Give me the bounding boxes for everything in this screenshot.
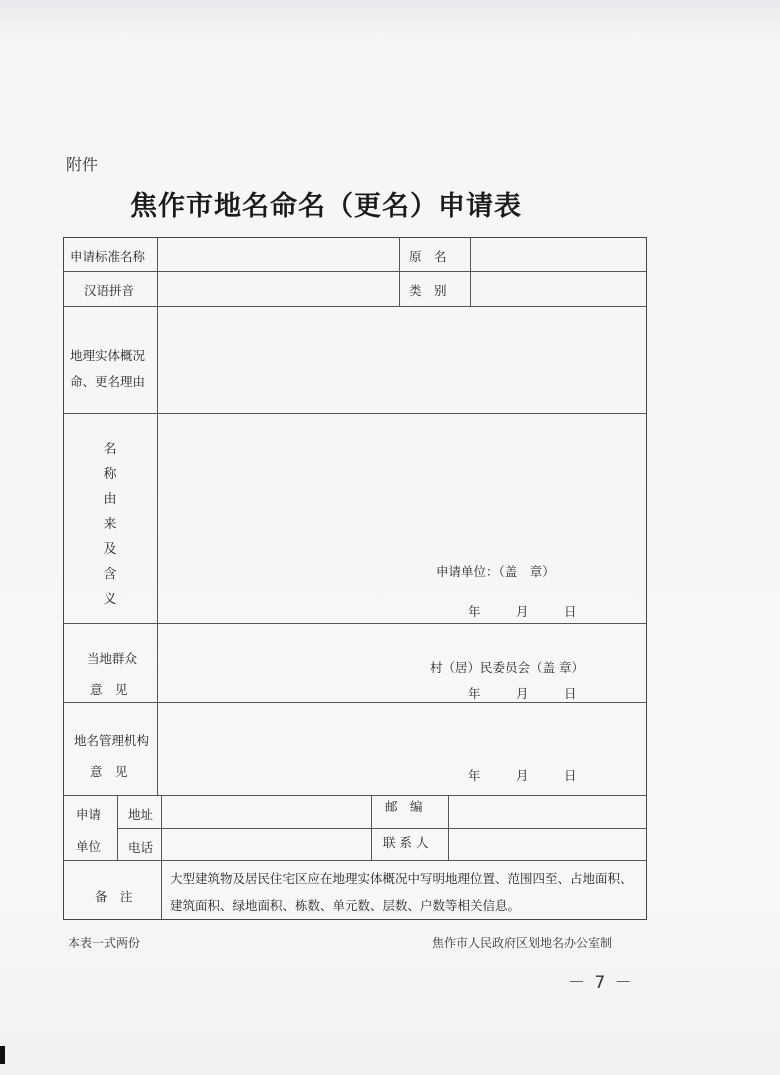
name-origin-char: 由	[103, 492, 117, 507]
date-year: 年	[468, 768, 481, 783]
contact-field[interactable]	[450, 830, 645, 859]
grid-line	[63, 306, 647, 307]
pinyin-label: 汉语拼音	[84, 283, 135, 298]
public-opinion-label: 当地群众	[87, 651, 138, 666]
grid-line	[399, 237, 400, 306]
grid-line	[371, 828, 647, 829]
grid-line	[117, 828, 371, 829]
grid-line	[63, 413, 647, 414]
grid-line	[371, 795, 372, 860]
grid-line	[161, 795, 162, 920]
remarks-label: 备 注	[95, 889, 133, 904]
name-origin-char: 称	[103, 467, 117, 482]
entity-overview-field[interactable]	[159, 308, 645, 412]
applicant-unit-label-2: 单位	[76, 839, 102, 854]
remarks-note: 大型建筑物及居民住宅区应在地理实体概况中写明地理位置、范围四至、占地面积、建筑面积、绿地面积、栋数、单元数、层数、户数等相关信息。	[170, 871, 633, 913]
grid-line	[63, 271, 647, 272]
date-day: 日	[564, 686, 577, 701]
applicant-seal: 申请单位：（盖 章）	[436, 564, 555, 579]
address-field[interactable]	[163, 797, 369, 827]
committee-seal: 村（居）民委员会（盖 章）	[430, 660, 584, 675]
grid-line	[470, 237, 471, 306]
date-year: 年	[468, 604, 481, 619]
postcode-field[interactable]	[450, 797, 645, 827]
authority-opinion-label: 地名管理机构	[74, 733, 150, 748]
public-opinion-field[interactable]	[159, 625, 645, 655]
standard-name-label: 申请标准名称	[70, 249, 146, 264]
issuer-note: 焦作市人民政府区划地名办公室制	[432, 936, 613, 950]
category-label: 类 别	[409, 283, 447, 298]
name-origin-char: 名	[103, 442, 117, 457]
form-title: 焦作市地名命名（更名）申请表	[130, 191, 522, 222]
name-origin-field[interactable]	[159, 415, 645, 555]
phone-label: 电话	[128, 840, 154, 855]
original-name-label: 原 名	[409, 249, 447, 264]
date-month: 月	[516, 604, 529, 619]
naming-reason-label: 命、更名理由	[70, 374, 146, 389]
name-origin-char: 及	[103, 542, 117, 557]
grid-line	[63, 702, 647, 703]
contact-label: 联 系 人	[383, 835, 429, 850]
name-origin-char: 义	[103, 592, 117, 607]
public-opinion-label-2: 意 见	[90, 682, 128, 697]
authority-opinion-label-2: 意 见	[90, 764, 128, 779]
grid-line	[63, 623, 647, 624]
page-number: － 7 －	[568, 973, 634, 993]
copies-note: 本表一式两份	[68, 936, 141, 950]
grid-line	[157, 237, 158, 795]
grid-line	[448, 795, 449, 860]
name-origin-char: 来	[103, 517, 117, 532]
authority-opinion-field[interactable]	[159, 704, 645, 764]
grid-line	[63, 795, 647, 796]
applicant-unit-label: 申请	[76, 807, 102, 822]
address-label: 地址	[128, 807, 154, 822]
grid-line	[117, 795, 118, 860]
date-month: 月	[516, 686, 529, 701]
date-day: 日	[564, 604, 577, 619]
grid-line	[63, 860, 647, 861]
date-day: 日	[564, 768, 577, 783]
postcode-label: 邮 编	[385, 799, 423, 814]
name-origin-char: 含	[103, 567, 117, 582]
attachment-label: 附件	[66, 155, 99, 174]
date-month: 月	[516, 768, 529, 783]
scan-edge-mark	[0, 1046, 5, 1064]
category-field[interactable]	[472, 273, 645, 305]
date-year: 年	[468, 686, 481, 701]
original-name-field[interactable]	[472, 239, 645, 270]
pinyin-field[interactable]	[159, 273, 397, 305]
entity-overview-label: 地理实体概况	[70, 348, 146, 363]
standard-name-field[interactable]	[159, 239, 397, 270]
phone-field[interactable]	[163, 830, 369, 859]
